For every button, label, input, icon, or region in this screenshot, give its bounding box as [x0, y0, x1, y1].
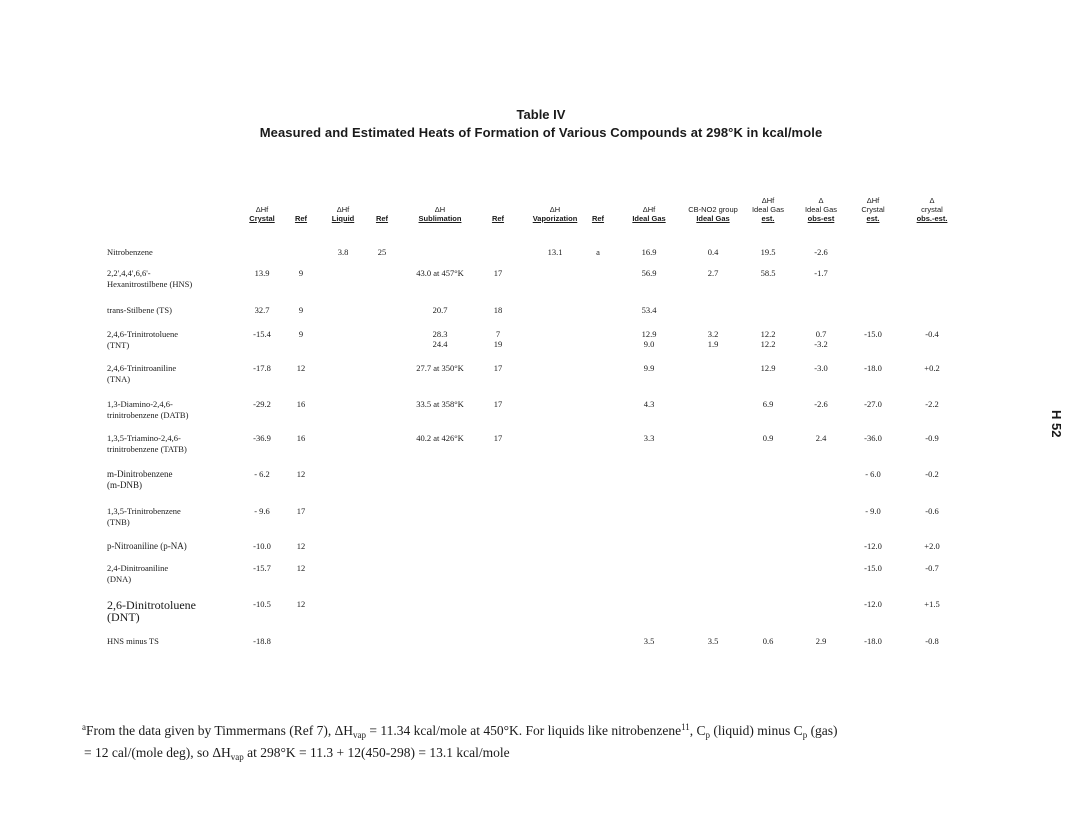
table-cell	[925, 329, 938, 339]
compound-name-line: p-Nitroaniline (p-NA)	[107, 541, 187, 551]
footnote	[82, 718, 1042, 766]
table-cell	[297, 541, 306, 551]
column-header-4	[376, 214, 388, 223]
table-cell-value: 3.8	[337, 247, 349, 257]
table-cell	[494, 305, 503, 315]
compound-name	[107, 563, 168, 585]
table-cell	[253, 541, 271, 551]
table-cell-value: -36.9	[253, 433, 271, 443]
table-cell	[864, 363, 882, 373]
column-header-label: obs-est	[807, 214, 835, 223]
table-cell	[416, 268, 464, 278]
table-cell-value: -0.4	[925, 329, 939, 339]
compound-name	[107, 469, 172, 491]
table-cell	[596, 247, 600, 257]
compound-name-line: HNS minus TS	[107, 636, 159, 646]
table-cell-value: 12	[296, 541, 306, 551]
table-cell	[864, 433, 882, 443]
table-cell-value: 12	[296, 363, 306, 373]
table-cell-value: -18.0	[864, 363, 882, 373]
column-header-top: crystal	[921, 205, 943, 214]
table-cell-value: 9	[298, 268, 304, 278]
table-cell	[708, 268, 719, 278]
table-cell-value: -0.7	[925, 563, 939, 573]
table-cell-value: - 9.0	[865, 506, 881, 516]
footnote-line-1: $^a$From the data given by Timmermans (Ref 7), $\Delta H_{vap} = 11.34$ kcal/mole at 450°K. For liquids like nitrobenzene$^{11}$, $C_p$ (liquid) minus $C_p$ (gas)	[82, 722, 838, 740]
column-header-label: Vaporization	[532, 214, 578, 223]
column-header-label: est.	[761, 214, 775, 223]
table-cell-value: 0.7	[815, 329, 827, 339]
table-cell-value: 28.3	[432, 329, 448, 339]
compound-name-line: 1,3,5-Trinitrobenzene	[107, 506, 181, 516]
table-cell	[761, 268, 776, 278]
table-cell	[299, 329, 303, 339]
table-cell-value: 17	[493, 399, 503, 409]
column-header-11	[752, 196, 784, 223]
table-cell-value: -10.0	[253, 541, 271, 551]
table-cell	[865, 506, 881, 516]
table-cell-value: 58.5	[760, 268, 776, 278]
table-cell	[864, 541, 882, 551]
compound-name-line: Hexanitrostilbene (HNS)	[107, 279, 193, 289]
table-cell	[297, 599, 306, 609]
table-cell	[494, 329, 503, 349]
table-cell	[761, 247, 776, 257]
column-header-1	[249, 205, 274, 223]
table-cell	[814, 268, 827, 278]
table-cell-value: 9.9	[643, 363, 655, 373]
table-cell-value: 43.0 at 457°K	[416, 268, 464, 278]
table-cell-value: a	[596, 247, 600, 257]
footnote-line-2: = 12 cal/(mole deg), so $\Delta H_{vap}$ at 298°K = 11.3 + 12(450-298) = 13.1 kcal/mole	[84, 745, 510, 762]
compound-name-line: m-Dinitrobenzene	[107, 469, 173, 479]
table-cell	[925, 433, 938, 443]
column-header-label: Ref	[375, 214, 389, 223]
compound-name	[107, 247, 153, 258]
table-cell	[297, 433, 306, 443]
table-cell-value: 9.0	[643, 339, 655, 349]
table-cell-value: 16	[296, 433, 306, 443]
column-header-label: Ideal Gas	[632, 214, 666, 223]
table-cell	[708, 329, 719, 349]
column-header-top: CB-NO2 group	[688, 205, 738, 214]
table-cell	[816, 636, 827, 646]
column-header-top: ΔHf	[255, 205, 269, 214]
table-cell	[297, 363, 306, 373]
table-cell-value: 19.5	[760, 247, 776, 257]
table-cell-value: 16	[296, 399, 306, 409]
compound-name	[107, 329, 178, 351]
table-cell-value: 6.9	[762, 399, 774, 409]
column-header-label: Sublimation	[418, 214, 462, 223]
table-cell-value: -18.0	[864, 636, 882, 646]
table-cell-value: - 6.0	[865, 469, 881, 479]
table-cell-value: 3.5	[643, 636, 655, 646]
column-header-5	[419, 205, 462, 223]
table-cell	[924, 541, 939, 551]
table-cell	[763, 433, 774, 443]
compound-name-line: (m-DNB)	[107, 480, 142, 490]
table-cell-value: 1.9	[707, 339, 719, 349]
compound-name	[107, 433, 187, 455]
table-cell	[255, 268, 270, 278]
table-cell-value: 13.1	[547, 247, 563, 257]
compound-name	[107, 268, 192, 290]
table-cell-value: 24.4	[432, 339, 448, 349]
table-cell-value: 12.9	[641, 329, 657, 339]
column-header-top: ΔH	[549, 205, 561, 214]
table-cell-value: -36.0	[864, 433, 882, 443]
table-cell	[763, 636, 774, 646]
table-cell-value: 17	[493, 433, 503, 443]
column-header-top: Δ	[929, 196, 935, 205]
table-title: Table IV	[516, 107, 566, 122]
table-cell-value: 25	[377, 247, 387, 257]
compound-name-line: (DNA)	[107, 574, 132, 584]
table-cell-value: 12	[296, 469, 306, 479]
table-cell-value: -0.8	[925, 636, 939, 646]
footnote-marker: a	[82, 722, 86, 732]
table-cell-value: 13.9	[254, 268, 270, 278]
table-cell	[925, 636, 938, 646]
table-cell-value: -15.0	[864, 329, 882, 339]
compound-name-line: (TNB)	[107, 517, 130, 527]
table-cell	[416, 363, 464, 373]
column-header-label: Liquid	[331, 214, 355, 223]
table-cell-value: 19	[493, 339, 503, 349]
compound-name-line: 1,3,5-Triamino-2,4,6-	[107, 433, 181, 443]
table-cell-value: 9	[298, 329, 304, 339]
table-cell-value: -2.2	[925, 399, 939, 409]
table-cell-value: 2.9	[815, 636, 827, 646]
table-cell-value: -18.8	[253, 636, 271, 646]
table-cell-value: 3.5	[707, 636, 719, 646]
table-cell-value: +2.0	[924, 541, 940, 551]
compound-name-line: 2,4-Dinitroaniline	[107, 563, 169, 573]
column-header-3	[332, 205, 355, 223]
table-cell	[297, 399, 306, 409]
column-header-label: Ref	[591, 214, 605, 223]
column-header-top: Ideal Gas	[751, 205, 785, 214]
table-cell	[297, 469, 306, 479]
table-cell	[297, 563, 306, 573]
page-number: H 52	[1049, 410, 1064, 438]
table-cell	[253, 329, 271, 339]
table-cell	[925, 399, 938, 409]
compound-name	[107, 305, 172, 316]
table-cell-value: 53.4	[641, 305, 657, 315]
table-cell-value: 33.5 at 358°K	[416, 399, 464, 409]
column-header-top: Δ	[818, 196, 824, 205]
column-header-top: ΔHf	[642, 205, 656, 214]
table-cell-value: -17.8	[253, 363, 271, 373]
column-header-label: Ref	[491, 214, 505, 223]
table-cell	[761, 363, 776, 373]
column-header-7	[533, 205, 578, 223]
table-cell-value: -2.6	[814, 247, 828, 257]
table-cell	[644, 399, 655, 409]
table-cell-value: 12.9	[760, 363, 776, 373]
column-header-8	[592, 214, 604, 223]
table-cell	[433, 305, 448, 315]
column-header-top: Ideal Gas	[804, 205, 838, 214]
table-cell	[644, 363, 655, 373]
table-cell	[644, 433, 655, 443]
table-cell	[416, 399, 464, 409]
column-header-top: ΔHf	[866, 196, 880, 205]
compound-name	[107, 541, 187, 552]
table-cell-value: - 6.2	[254, 469, 270, 479]
table-cell	[642, 268, 657, 278]
compound-name	[107, 506, 181, 528]
column-header-label: obs.-est.	[916, 214, 948, 223]
column-header-top: ΔHf	[336, 205, 350, 214]
table-cell-value: 32.7	[254, 305, 270, 315]
table-cell-value: 0.9	[762, 433, 774, 443]
table-cell	[494, 433, 503, 443]
table-cell	[925, 469, 938, 479]
table-cell	[864, 636, 882, 646]
table-cell	[864, 329, 882, 339]
table-cell	[814, 329, 827, 349]
table-subtitle: Measured and Estimated Heats of Formation of Various Compounds at 298°K in kcal/mole	[259, 125, 823, 140]
table-cell-value: +0.2	[924, 363, 940, 373]
column-header-top: ΔHf	[761, 196, 775, 205]
column-header-label: Crystal	[249, 214, 275, 223]
table-cell	[814, 399, 827, 409]
column-header-label: est.	[866, 214, 880, 223]
table-cell	[816, 433, 827, 443]
column-header-label: Ideal Gas	[696, 214, 730, 223]
table-cell	[642, 305, 657, 315]
table-cell	[814, 363, 827, 373]
compound-name-line: 2,6-Dinitrotoluene	[107, 598, 196, 612]
table-cell-value: 20.7	[432, 305, 448, 315]
compound-name-line: trinitrobenzene (TATB)	[107, 444, 187, 454]
table-cell-value: 4.3	[643, 399, 655, 409]
table-cell-value: 17	[493, 268, 503, 278]
column-header-12	[805, 196, 837, 223]
table-cell	[253, 599, 271, 609]
table-cell	[548, 247, 563, 257]
table-cell-value: 12.2	[760, 339, 776, 349]
compound-name-line: Nitrobenzene	[107, 247, 153, 257]
table-cell-value: 3.3	[643, 433, 655, 443]
table-cell	[925, 563, 938, 573]
table-cell-value: -15.0	[864, 563, 882, 573]
table-cell	[433, 329, 448, 349]
compound-name-line: trinitrobenzene (DATB)	[107, 410, 189, 420]
table-cell	[494, 268, 503, 278]
column-header-14	[917, 196, 948, 223]
table-cell	[254, 469, 270, 479]
compound-name-line: (TNT)	[107, 340, 130, 350]
table-cell	[924, 363, 939, 373]
table-cell-value: 0.4	[707, 247, 719, 257]
compound-name	[107, 399, 188, 421]
table-cell	[494, 399, 503, 409]
compound-name-line: (TNA)	[107, 374, 131, 384]
table-cell-value: 0.6	[762, 636, 774, 646]
column-header-9	[632, 205, 665, 223]
table-cell	[763, 399, 774, 409]
column-header-label: Ref	[294, 214, 308, 223]
table-cell	[642, 329, 657, 349]
table-cell	[253, 563, 271, 573]
table-cell-value: -29.2	[253, 399, 271, 409]
table-cell	[865, 469, 881, 479]
table-cell-value: -15.7	[253, 563, 271, 573]
table-cell	[299, 268, 303, 278]
table-cell-value: -10.5	[253, 599, 271, 609]
table-cell-value: -3.2	[814, 339, 828, 349]
table-cell-value: 2.7	[707, 268, 719, 278]
table-cell-value: 40.2 at 426°K	[416, 433, 464, 443]
table-cell	[708, 247, 719, 257]
table-cell-value: -15.4	[253, 329, 271, 339]
table-cell-value: 12	[296, 563, 306, 573]
compound-name	[107, 636, 159, 647]
table-cell-value: 27.7 at 350°K	[416, 363, 464, 373]
table-cell	[255, 305, 270, 315]
table-cell	[299, 305, 303, 315]
table-cell	[416, 433, 464, 443]
table-cell	[338, 247, 349, 257]
column-header-10	[688, 205, 738, 223]
table-cell-value: 16.9	[641, 247, 657, 257]
column-header-top: Crystal	[861, 205, 885, 214]
compound-name	[107, 363, 176, 385]
table-cell	[925, 506, 938, 516]
table-cell-value: 12.2	[760, 329, 776, 339]
table-cell-value: 2.4	[815, 433, 827, 443]
table-cell-value: 12	[296, 599, 306, 609]
table-cell-value: 7	[495, 329, 501, 339]
table-cell-value: 56.9	[641, 268, 657, 278]
compound-name-line: 1,3-Diamino-2,4,6-	[107, 399, 173, 409]
table-cell-value: -0.6	[925, 506, 939, 516]
table-cell-value: 3.2	[707, 329, 719, 339]
compound-name-line: trans-Stilbene (TS)	[107, 305, 172, 315]
compound-name-line: 2,4,6-Trinitrotoluene	[107, 329, 178, 339]
table-cell-value: - 9.6	[254, 506, 270, 516]
table-cell	[254, 506, 270, 516]
table-cell-value: -3.0	[814, 363, 828, 373]
table-cell	[378, 247, 387, 257]
table-cell	[253, 636, 271, 646]
column-header-2	[295, 214, 307, 223]
table-cell	[494, 363, 503, 373]
table-cell	[253, 433, 271, 443]
table-cell	[708, 636, 719, 646]
table-cell	[761, 329, 776, 349]
table-cell	[864, 399, 882, 409]
table-cell	[253, 363, 271, 373]
compound-name-line: (DNT)	[107, 610, 140, 624]
table-cell	[253, 399, 271, 409]
table-cell	[814, 247, 827, 257]
table-cell	[924, 599, 939, 609]
table-cell-value: +1.5	[924, 599, 940, 609]
table-cell-value: 17	[296, 506, 306, 516]
table-cell-value: -0.9	[925, 433, 939, 443]
table-cell-value: -2.6	[814, 399, 828, 409]
column-header-13	[861, 196, 884, 223]
table-cell-value: 18	[493, 305, 503, 315]
table-cell	[297, 506, 306, 516]
table-cell-value: 17	[493, 363, 503, 373]
column-header-6	[492, 214, 504, 223]
compound-name-line: 2,2',4,4',6,6'-	[107, 268, 151, 278]
table-cell	[864, 563, 882, 573]
table-cell-value: -27.0	[864, 399, 882, 409]
compound-name	[107, 599, 196, 623]
table-cell-value: 9	[298, 305, 304, 315]
table-cell-value: -12.0	[864, 599, 882, 609]
table-cell	[864, 599, 882, 609]
table-cell-value: -1.7	[814, 268, 828, 278]
column-header-top: ΔH	[434, 205, 446, 214]
table-cell	[642, 247, 657, 257]
table-cell-value: -0.2	[925, 469, 939, 479]
compound-name-line: 2,4,6-Trinitroaniline	[107, 363, 177, 373]
table-cell-value: -12.0	[864, 541, 882, 551]
table-cell	[644, 636, 655, 646]
